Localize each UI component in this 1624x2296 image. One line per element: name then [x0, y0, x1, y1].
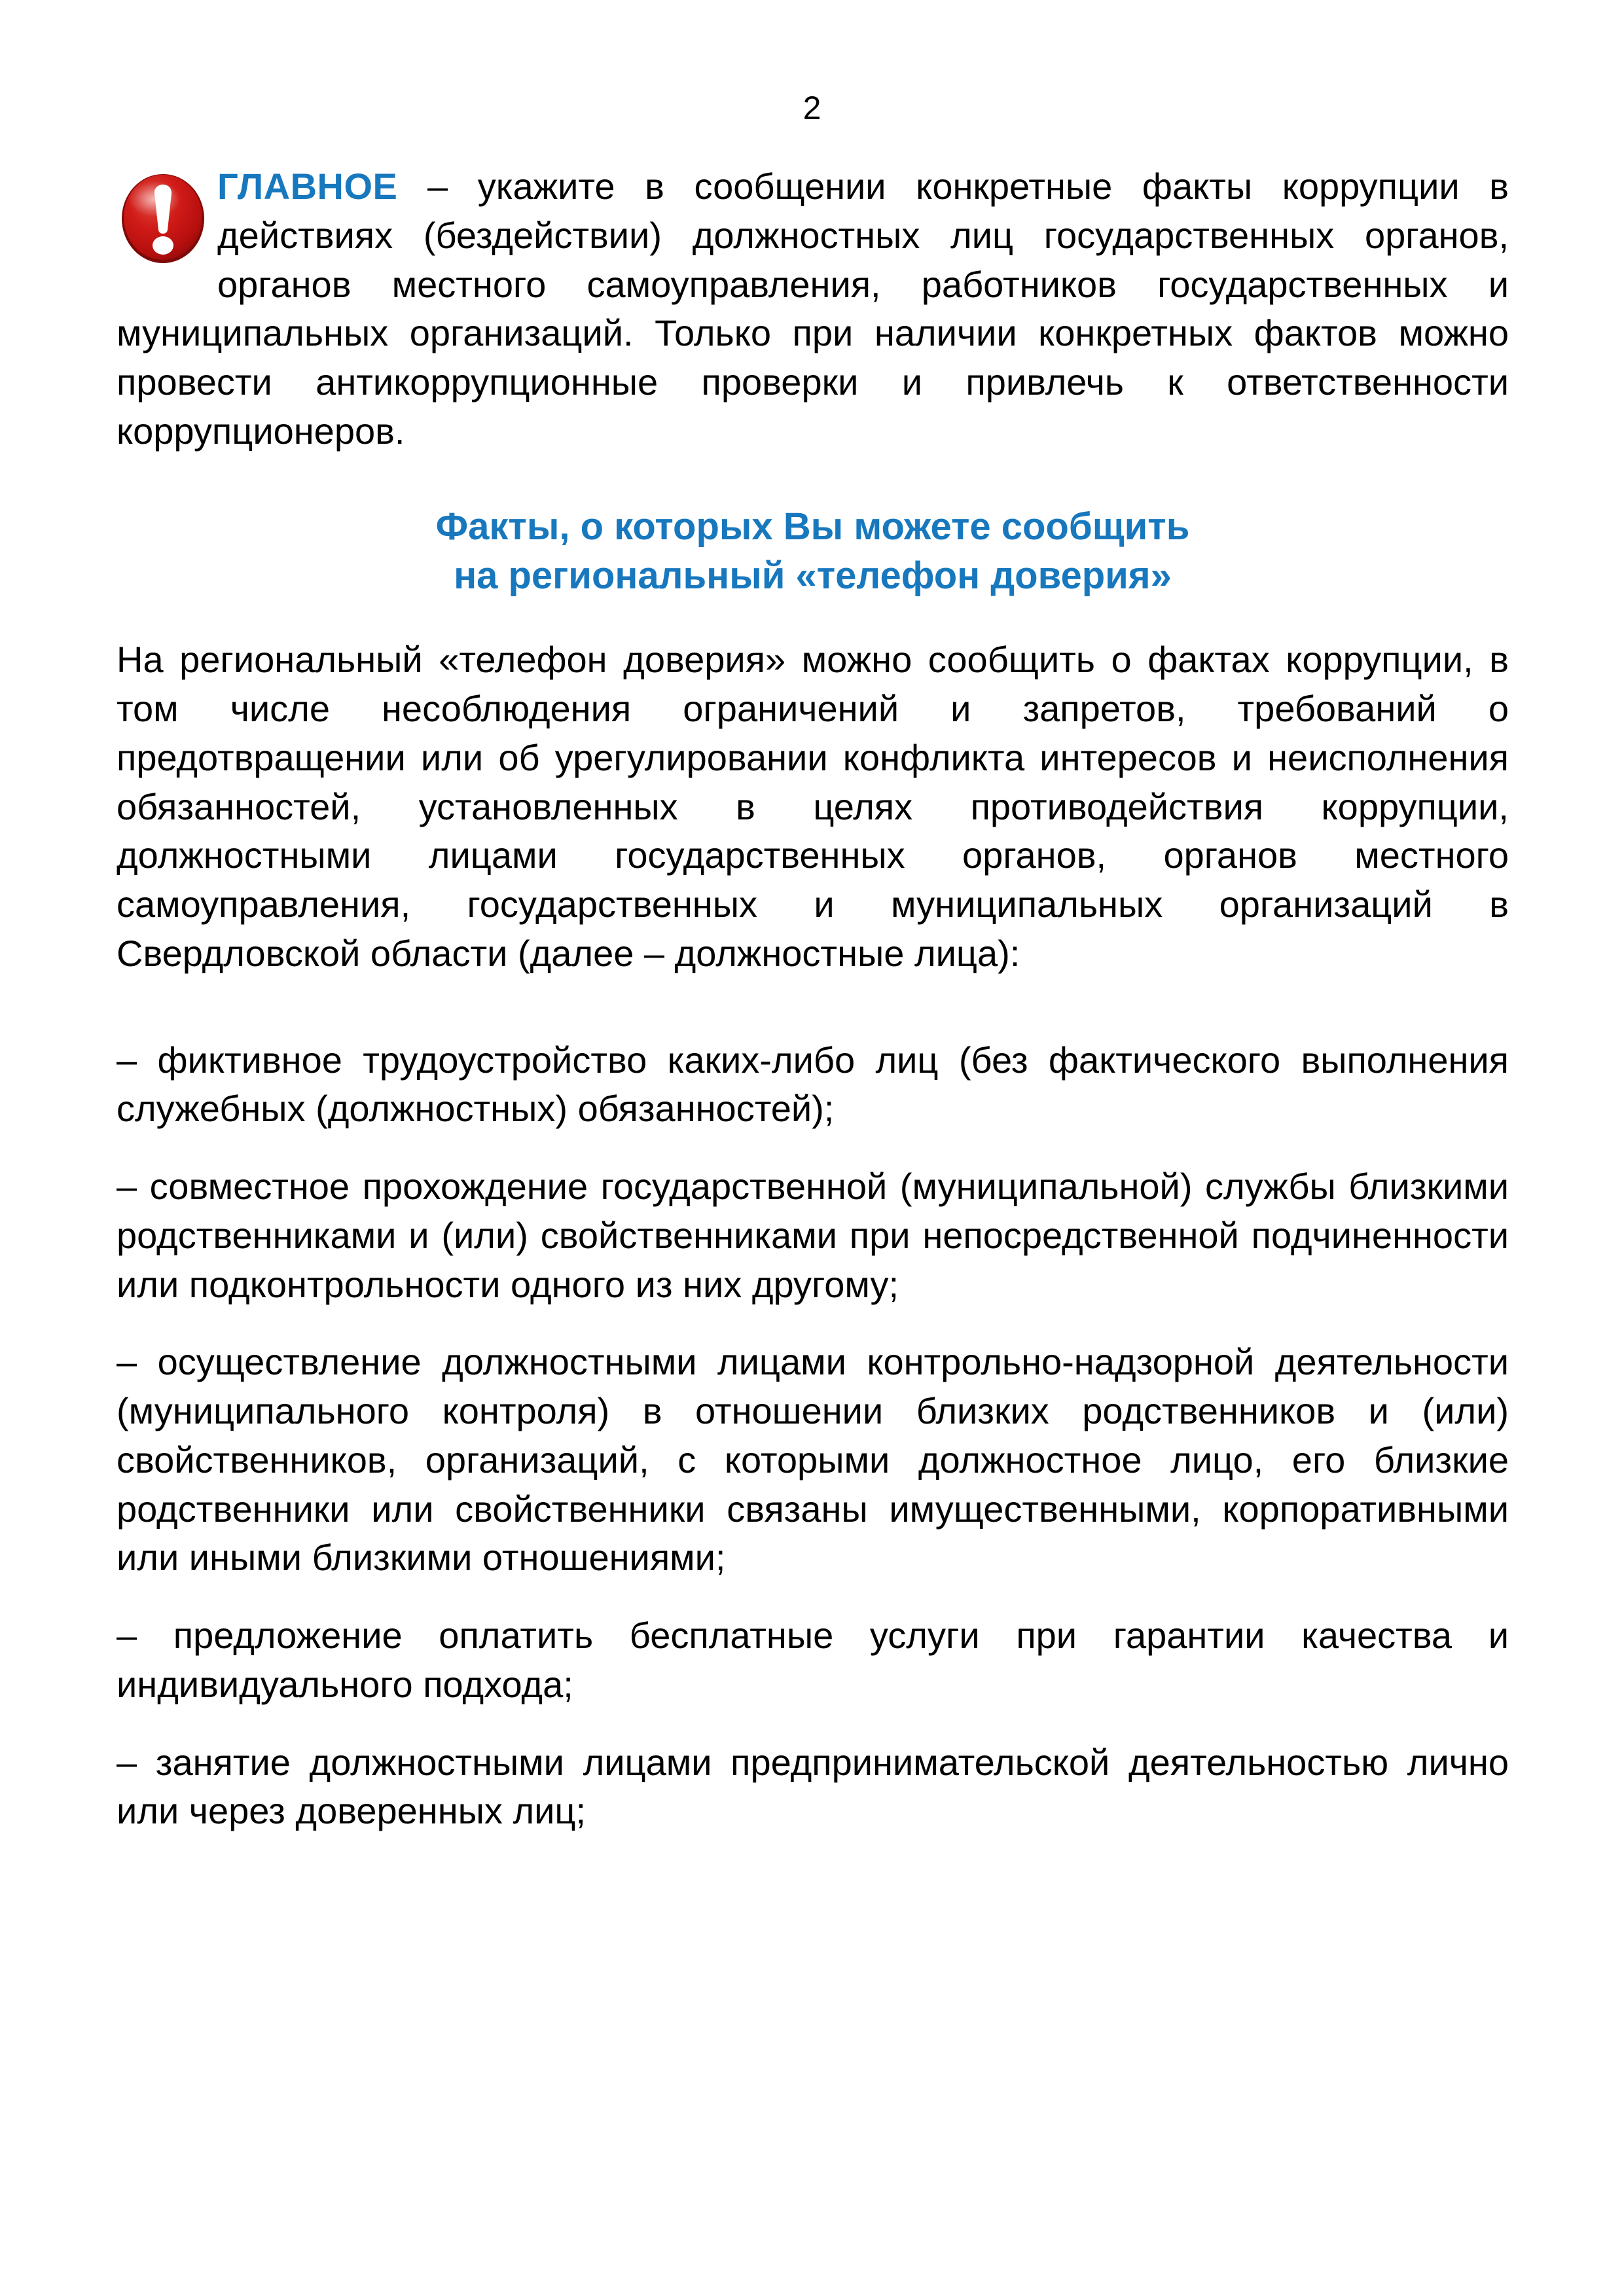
spacer: [117, 978, 1509, 1007]
list-item: – занятие должностными лицами предпринимательской деятельностью лично или через доверенных лиц;: [117, 1741, 1509, 1832]
page-number: 2: [803, 90, 821, 126]
list-item: – совместное прохождение государственной (муниципальной) службы близкими родственниками и (или) свойственниками при непосредственной подчиненности или подконтрольности одного из них другому;: [117, 1166, 1509, 1305]
intro-paragraph: [117, 162, 1509, 456]
list-item: – осуществление должностными лицами контрольно-надзорной деятельности (муниципального контроля) в отношении близких родственников и (или) свойственников, организаций, с которыми должностное лицо, его близкие родственники или свойственники связаны имущественными, корпоративными или иными близкими отношениями;: [117, 1341, 1509, 1579]
list-item: – предложение оплатить бесплатные услуги при гарантии качества и индивидуального подхода;: [117, 1615, 1509, 1705]
section-heading-line-1: Факты, о которых Вы можете сообщить: [435, 505, 1190, 548]
intro-keyword: ГЛАВНОЕ: [217, 166, 398, 207]
section-heading: [117, 456, 1509, 636]
exclamation-circle-icon: [117, 168, 209, 267]
intro-block: [117, 162, 1509, 456]
section-heading-line-2: на региональный «телефон доверия»: [454, 554, 1172, 597]
lead-paragraph: На региональный «телефон доверия» можно сообщить о фактах коррупции, в том числе несоблюдения ограничений и запретов, требований о предотвращении или об урегулировании конфликта интересов и неисполнения обязанностей, установленных в целях противодействия коррупции, должностными лицами государственных органов, органов местного самоуправления, государственных и муниципальных организаций в Свердловской области (далее – должностные лица):: [117, 639, 1509, 974]
intro-body: – укажите в сообщении конкретные факты коррупции в действиях (бездействии) должностных лиц государственных органов, органов местного самоуправления, работников государственных и муниципальных организаций. Только при наличии конкретных фактов можно провести антикоррупционные проверки и привлечь к ответственности коррупционеров.: [117, 166, 1509, 452]
list-item: – фиктивное трудоустройство каких-либо лиц (без фактического выполнения служебных (должностных) обязанностей);: [117, 1039, 1509, 1130]
page-content: [117, 162, 1509, 1836]
